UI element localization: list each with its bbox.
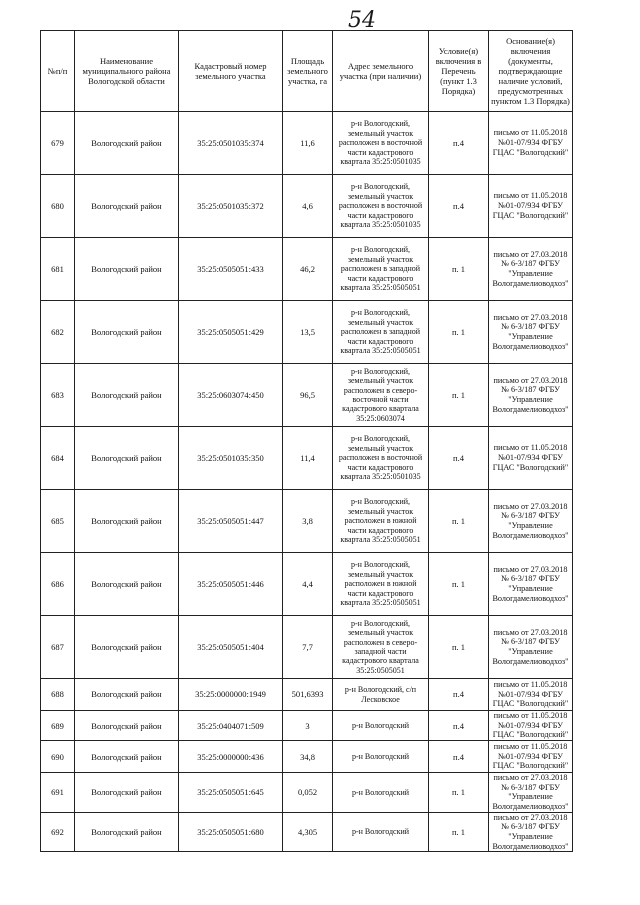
cell-num: 686 [41,553,75,616]
cell-basis: письмо от 11.05.2018 №01-07/934 ФГБУ ГЦАС "Вологодский" [489,741,573,773]
cell-num: 684 [41,427,75,490]
table-row [41,679,573,711]
cell-district: Вологодский район [75,112,179,175]
table-row [41,112,573,175]
cell-district: Вологодский район [75,812,179,852]
table-row [41,616,573,679]
cell-num: 683 [41,364,75,427]
cell-cadastral: 35:25:0501035:350 [179,427,283,490]
cell-area: 11,4 [283,427,333,490]
cell-area: 46,2 [283,238,333,301]
cell-basis: письмо от 27.03.2018 № 6-3/187 ФГБУ "Управление Вологдамелиоводхоз" [489,812,573,852]
cell-num: 680 [41,175,75,238]
table-row [41,553,573,616]
cell-basis: письмо от 11.05.2018 №01-07/934 ФГБУ ГЦАС "Вологодский" [489,711,573,741]
cell-condition: п. 1 [429,301,489,364]
cell-cadastral: 35:25:0501035:374 [179,112,283,175]
cell-basis: письмо от 27.03.2018 № 6-3/187 ФГБУ "Управление Вологдамелиоводхоз" [489,364,573,427]
cell-basis: письмо от 27.03.2018 № 6-3/187 ФГБУ "Управление Вологдамелиоводхоз" [489,238,573,301]
cell-num: 685 [41,490,75,553]
cell-area: 4,6 [283,175,333,238]
cell-address: р-н Вологодский, земельный участок расположен в западной части кадастрового квартала 35:25:0505051 [333,301,429,364]
table-row [41,773,573,813]
cell-district: Вологодский район [75,616,179,679]
cell-address: р-н Вологодский, земельный участок расположен в восточной части кадастрового квартала 35:25:0501035 [333,112,429,175]
cell-address: р-н Вологодский, земельный участок расположен в северо-западной части кадастрового квартала 35:25:0505051 [333,616,429,679]
cell-area: 3,8 [283,490,333,553]
cell-condition: п.4 [429,175,489,238]
header-district: Наименование муниципального района Вологодской области [75,31,179,112]
cell-cadastral: 35:25:0603074:450 [179,364,283,427]
table-row [41,741,573,773]
table-row [41,238,573,301]
table-row [41,490,573,553]
cell-basis: письмо от 11.05.2018 №01-07/934 ФГБУ ГЦАС "Вологодский" [489,112,573,175]
cell-area: 13,5 [283,301,333,364]
cell-address: р-н Вологодский, земельный участок расположен в южной части кадастрового квартала 35:25:0505051 [333,490,429,553]
cell-condition: п. 1 [429,616,489,679]
cell-area: 4,305 [283,812,333,852]
cell-num: 688 [41,679,75,711]
cell-area: 4,4 [283,553,333,616]
cell-district: Вологодский район [75,741,179,773]
cell-area: 501,6393 [283,679,333,711]
cell-address: р-н Вологодский [333,773,429,813]
cell-address: р-н Вологодский [333,711,429,741]
cell-basis: письмо от 27.03.2018 № 6-3/187 ФГБУ "Управление Вологдамелиоводхоз" [489,773,573,813]
cell-address: р-н Вологодский, с/п Лесковское [333,679,429,711]
cell-area: 3 [283,711,333,741]
table-header-row [41,31,573,112]
cell-basis: письмо от 11.05.2018 №01-07/934 ФГБУ ГЦАС "Вологодский" [489,427,573,490]
cell-num: 681 [41,238,75,301]
cell-basis: письмо от 27.03.2018 № 6-3/187 ФГБУ "Управление Вологдамелиоводхоз" [489,490,573,553]
cell-area: 34,8 [283,741,333,773]
cell-district: Вологодский район [75,490,179,553]
cell-condition: п. 1 [429,773,489,813]
cell-address: р-н Вологодский, земельный участок расположен в восточной части кадастрового квартала 35:25:0501035 [333,175,429,238]
cell-cadastral: 35:25:0505051:447 [179,490,283,553]
cell-condition: п. 1 [429,812,489,852]
cell-area: 11,6 [283,112,333,175]
page-number: 54 [348,8,376,33]
cell-basis: письмо от 27.03.2018 № 6-3/187 ФГБУ "Управление Вологдамелиоводхоз" [489,553,573,616]
cell-num: 691 [41,773,75,813]
cell-condition: п.4 [429,427,489,490]
cell-condition: п.4 [429,711,489,741]
cell-district: Вологодский район [75,773,179,813]
cell-num: 690 [41,741,75,773]
cell-address: р-н Вологодский, земельный участок расположен в северо-восточной части кадастрового квартала 35:25:0603074 [333,364,429,427]
cell-district: Вологодский район [75,301,179,364]
cell-num: 689 [41,711,75,741]
cell-condition: п. 1 [429,364,489,427]
cell-cadastral: 35:25:0505051:645 [179,773,283,813]
cell-address: р-н Вологодский, земельный участок расположен в западной части кадастрового квартала 35:25:0505051 [333,238,429,301]
header-address: Адрес земельного участка (при наличии) [333,31,429,112]
land-plots-table [40,30,573,852]
cell-area: 7,7 [283,616,333,679]
cell-area: 96,5 [283,364,333,427]
cell-district: Вологодский район [75,711,179,741]
cell-basis: письмо от 27.03.2018 № 6-3/187 ФГБУ "Управление Вологдамелиоводхоз" [489,616,573,679]
cell-cadastral: 35:25:0505051:446 [179,553,283,616]
cell-district: Вологодский район [75,175,179,238]
cell-district: Вологодский район [75,679,179,711]
header-num: №п/п [41,31,75,112]
cell-area: 0,052 [283,773,333,813]
cell-condition: п.4 [429,112,489,175]
cell-district: Вологодский район [75,553,179,616]
cell-address: р-н Вологодский [333,741,429,773]
cell-cadastral: 35:25:0404071:509 [179,711,283,741]
header-basis: Основание(я) включения (документы, подтверждающие наличие условий, предусмотренных пунктом 1.3 Порядка) [489,31,573,112]
cell-address: р-н Вологодский [333,812,429,852]
cell-condition: п.4 [429,741,489,773]
cell-condition: п. 1 [429,238,489,301]
cell-basis: письмо от 11.05.2018 №01-07/934 ФГБУ ГЦАС "Вологодский" [489,175,573,238]
cell-cadastral: 35:25:0501035:372 [179,175,283,238]
cell-district: Вологодский район [75,238,179,301]
cell-num: 687 [41,616,75,679]
header-area: Площадь земельного участка, га [283,31,333,112]
cell-district: Вологодский район [75,364,179,427]
cell-cadastral: 35:25:0505051:429 [179,301,283,364]
cell-condition: п. 1 [429,490,489,553]
cell-district: Вологодский район [75,427,179,490]
cell-cadastral: 35:25:0505051:680 [179,812,283,852]
cell-num: 679 [41,112,75,175]
table-row [41,301,573,364]
cell-cadastral: 35:25:0000000:1949 [179,679,283,711]
cell-cadastral: 35:25:0505051:404 [179,616,283,679]
cell-condition: п. 1 [429,553,489,616]
header-condition: Условие(я) включения в Перечень (пункт 1.3 Порядка) [429,31,489,112]
cell-condition: п.4 [429,679,489,711]
table-row [41,812,573,852]
table-row [41,175,573,238]
cell-cadastral: 35:25:0505051:433 [179,238,283,301]
table-row [41,427,573,490]
cell-num: 692 [41,812,75,852]
table-row [41,711,573,741]
cell-basis: письмо от 11.05.2018 №01-07/934 ФГБУ ГЦАС "Вологодский" [489,679,573,711]
header-cadastral: Кадастровый номер земельного участка [179,31,283,112]
cell-cadastral: 35:25:0000000:436 [179,741,283,773]
cell-address: р-н Вологодский, земельный участок расположен в восточной части кадастрового квартала 35:25:0501035 [333,427,429,490]
table-row [41,364,573,427]
cell-num: 682 [41,301,75,364]
cell-address: р-н Вологодский, земельный участок расположен в южной части кадастрового квартала 35:25:0505051 [333,553,429,616]
cell-basis: письмо от 27.03.2018 № 6-3/187 ФГБУ "Управление Вологдамелиоводхоз" [489,301,573,364]
